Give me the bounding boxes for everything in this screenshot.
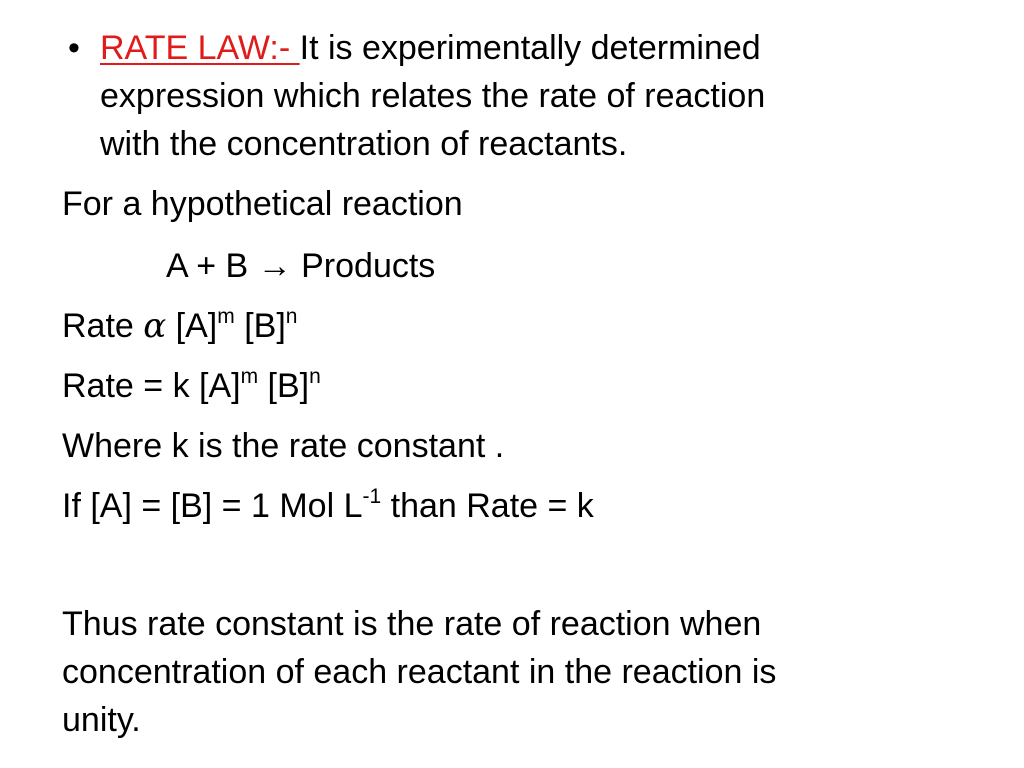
order-m: m <box>217 304 235 328</box>
unit-case-prefix: If [A] = [B] = 1 Mol L <box>62 487 363 525</box>
equation-conc-b: [B] <box>258 367 310 405</box>
proportionality-line <box>62 302 297 350</box>
conclusion-line-2: concentration of each reactant in the reaction is <box>62 653 777 691</box>
definition-line-3: with the concentration of reactants. <box>100 125 628 163</box>
definition-line-1 <box>100 24 761 72</box>
equation-prefix: Rate = k [A] <box>62 367 241 405</box>
conclusion-line-1: Thus rate constant is the rate of reaction when <box>62 605 762 643</box>
definition-text-1: It is experimentally determined <box>299 29 761 67</box>
equation-order-m: m <box>240 364 259 388</box>
unit-exponent: -1 <box>362 484 382 508</box>
constant-note: Where k is the rate constant . <box>62 427 505 465</box>
proportionality-prefix: Rate <box>62 307 144 345</box>
alpha-symbol: α <box>143 306 167 346</box>
reaction-rhs: Products <box>291 247 436 285</box>
conc-a: [A] <box>166 307 218 345</box>
reaction-equation <box>166 242 435 290</box>
equation-order-n: n <box>309 364 321 388</box>
reaction-arrow-icon: → <box>257 247 292 285</box>
conclusion-line-3: unity. <box>62 701 141 739</box>
rate-law-label: RATE LAW:- <box>100 29 300 67</box>
intro-line: For a hypothetical reaction <box>62 185 463 223</box>
rate-equation-line <box>62 362 321 410</box>
unit-case-line <box>62 482 594 530</box>
conc-b: [B] <box>234 307 286 345</box>
reaction-lhs: A + B <box>166 247 258 285</box>
unit-case-suffix: than Rate = k <box>381 487 594 525</box>
bullet-marker: • <box>68 29 80 67</box>
definition-line-2: expression which relates the rate of reaction <box>100 77 766 115</box>
order-n: n <box>285 304 298 328</box>
